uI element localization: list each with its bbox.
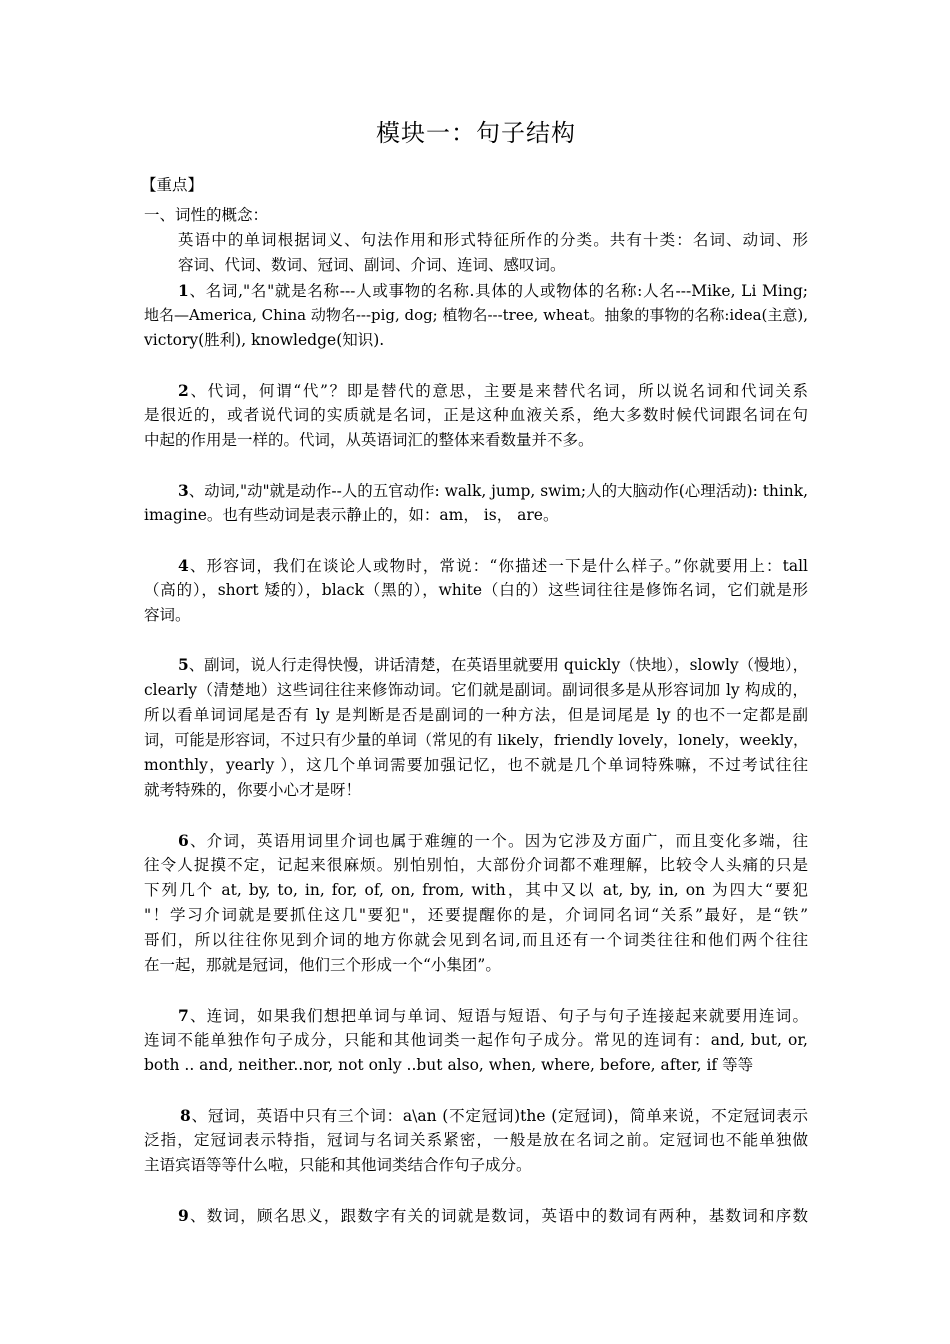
- paragraph-line: 主语宾语等等什么啦，只能和其他词类结合作句子成分。: [144, 1156, 532, 1174]
- paragraph-line: imagine。也有些动词是表示静止的，如：am， is， are。: [144, 506, 559, 524]
- paragraph-number: 2: [178, 381, 189, 400]
- paragraph-line: "！学习介词就是要抓住这几"要犯"，还要提醒你的是，介词同名词“关系”最好，是“铁”: [144, 906, 808, 924]
- paragraph-line: monthly，yearly ），这几个单词需要加强记忆，也不就是几个单词特殊嘛，不过考试往往: [144, 756, 808, 774]
- paragraph-line: 是很近的，或者说代词的实质就是名词，正是这种血液关系，绝大多数时候代词跟名词在句: [144, 406, 808, 424]
- paragraph-line: 8、冠词，英语中只有三个词：a\an (不定冠词)the (定冠词)，简单来说，不定冠词表示: [180, 1106, 808, 1125]
- paragraph-line: victory(胜利), knowledge(知识).: [144, 331, 385, 349]
- paragraph-number: 7: [178, 1006, 189, 1025]
- paragraph-line: 词，可能是形容词，不过只有少量的单词（常见的有 likely，friendly lovely，lonely，weekly，: [144, 731, 809, 749]
- paragraph-number: 3: [178, 481, 189, 500]
- paragraph-number: 5: [178, 656, 189, 674]
- paragraph-line: 3、动词,"动"就是动作--人的五官动作: walk, jump, swim;人的大脑动作(心理活动): think,: [178, 481, 808, 500]
- paragraph-line: 哥们，所以往往你见到介词的地方你就会见到名词,而且还有一个词类往往和他们两个往往: [144, 931, 808, 949]
- section-heading-parts-of-speech: 一、词性的概念：: [144, 206, 269, 224]
- paragraph-line: clearly（清楚地）这些词往往来修饰动词。它们就是副词。副词很多是从形容词加 ly 构成的，: [144, 681, 808, 699]
- paragraph-line: 容词。: [144, 606, 191, 624]
- paragraph-line: 4、形容词，我们在谈论人或物时，常说：“你描述一下是什么样子。”你就要用上：tall: [178, 556, 808, 575]
- paragraph-line: 5、副词，说人行走得快慢，讲话清楚，在英语里就要用 quickly（快地），slowly（慢地），: [178, 656, 808, 674]
- paragraph-line: 7、连词，如果我们想把单词与单词、短语与短语、句子与句子连接起来就要用连词。: [178, 1006, 808, 1025]
- paragraph-line: 6、介词，英语用词里介词也属于难缠的一个。因为它涉及方面广，而且变化多端，往: [178, 831, 808, 850]
- key-points-heading: 【重点】: [141, 176, 204, 194]
- page-title: 模块一：句子结构: [376, 119, 576, 147]
- intro-line: 容词、代词、数词、冠词、副词、介词、连词、感叹词。: [178, 256, 566, 274]
- intro-line: 英语中的单词根据词义、句法作用和形式特征所作的分类。共有十类：名词、动词、形: [178, 231, 808, 249]
- paragraph-number: 6: [178, 831, 189, 850]
- paragraph-line: 泛指，定冠词表示特指，冠词与名词关系紧密，一般是放在名词之前。定冠词也不能单独做: [144, 1131, 808, 1149]
- paragraph-line: （高的），short 矮的），black（黑的），white（白的）这些词往往是修饰名词，它们就是形: [144, 581, 808, 599]
- paragraph-number: 4: [178, 556, 189, 575]
- paragraph-line: 所以看单词词尾是否有 ly 是判断是否是副词的一种方法，但是词尾是 ly 的也不一定都是副: [144, 706, 808, 724]
- paragraph-number: 9: [178, 1206, 189, 1225]
- paragraph-line: 下列几个 at, by, to, in, for, of, on, from, with，其中又以 at, by, in, on 为四大“要犯: [144, 881, 808, 899]
- paragraph-number: 8: [180, 1106, 191, 1125]
- paragraph-line: 就考特殊的，你要小心才是呀！: [144, 781, 362, 799]
- paragraph-line: 在一起，那就是冠词，他们三个形成一个“小集团”。: [144, 956, 501, 974]
- paragraph-line: both .. and, neither..nor, not only ..but also, when, where, before, after, if 等等: [144, 1056, 754, 1074]
- paragraph-line: 9、数词，顾名思义，跟数字有关的词就是数词，英语中的数词有两种，基数词和序数: [178, 1206, 808, 1225]
- paragraph-line: 连词不能单独作句子成分，只能和其他词类一起作句子成分。常见的连词有：and, but, or,: [144, 1031, 808, 1049]
- paragraph-line: 往令人捉摸不定，记起来很麻烦。别怕别怕，大部份介词都不难理解，比较令人头痛的只是: [144, 856, 808, 874]
- paragraph-line: 地名—America, China 动物名---pig, dog; 植物名---tree, wheat。抽象的事物的名称:idea(主意),: [144, 306, 808, 324]
- paragraph-line: 中起的作用是一样的。代词，从英语词汇的整体来看数量并不多。: [144, 431, 594, 449]
- paragraph-number: 1: [178, 281, 189, 300]
- paragraph-line: 2、代词，何谓“代”？即是替代的意思，主要是来替代名词，所以说名词和代词关系: [178, 381, 808, 400]
- paragraph-line: 1、名词,"名"就是名称---人或事物的名称.具体的人或物体的名称:人名---Mike, Li Ming;: [178, 281, 808, 300]
